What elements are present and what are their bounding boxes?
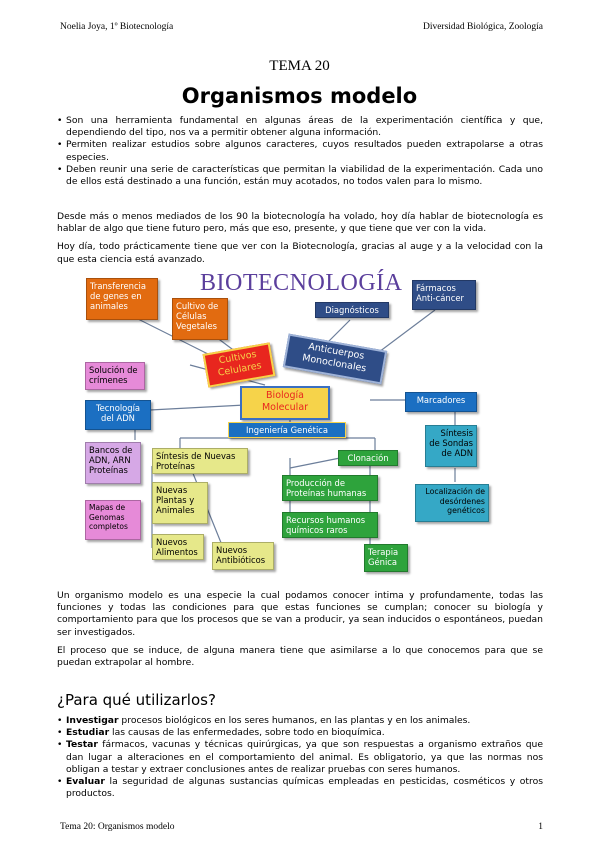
footer-title: Tema 20: Organismos modelo [60,822,175,832]
definition-section [57,590,543,669]
list-item [57,715,543,727]
biotech-section [57,211,543,266]
node-cultivos-celulares: Cultivos Celulares [203,342,276,387]
paragraph: El proceso que se induce, de alguna manera tiene que asimilarse a lo que conocemos para que se puedan extrapolar al hombre. [57,644,543,669]
use-verb: Investigar [66,715,119,726]
list-item [57,776,543,800]
use-verb: Evaluar [66,776,105,788]
node-solucion: Solución de crímenes [85,362,145,390]
list-item: • Permiten realizar estudios sobre algunos caracteres, cuyos resultados pueden extrapolarse a otras especies. [57,139,543,163]
paragraph: Un organismo modelo es una especie la cual podamos conocer intima y profundamente, todas las funciones y todas las condiciones para que estas funciones se cumplan; conocer su biología y comportamiento para que los procesos que se van a producir, ya sean inducidos o espontáneos, puedan ser investigados. [57,590,543,638]
node-diagnosticos: Diagnósticos [315,302,389,318]
node-marcadores: Marcadores [405,392,477,412]
use-verb: Estudiar [66,727,110,739]
list-item: • Son una herramienta fundamental en algunas áreas de la experimentación científica y que, dependiendo del tipo, nos va a permitir obtener alguna información. [57,115,543,139]
header-author: Noelia Joya, 1º Biotecnología [60,22,174,32]
page-title: Organismos modelo [181,84,418,108]
uses-bullet-list [57,715,543,800]
intro-section [57,115,543,188]
node-mapas: Mapas de Genomas completos [85,500,141,540]
node-produccion: Producción de Proteínas humanas [282,475,378,501]
node-farmacos: Fármacos Anti-cáncer [412,280,476,310]
node-anticuerpos: Anticuerpos Monoclonales [283,334,387,385]
node-sintesis-proteinas: Síntesis de Nuevas Proteínas [152,448,248,474]
node-clonacion: Clonación [338,450,398,466]
intro-bullet-list [57,115,543,188]
topic-number: TEMA 20 [269,58,330,74]
node-ingenieria: Ingeniería Genética [228,422,346,438]
list-item: • Deben reunir una serie de características que permitan la viabilidad de la experimentación. Cada uno de ellos está destinado a una función, están muy acotados, no todos valen para lo mismo. [57,164,543,188]
use-text: las causas de las enfermedades, sobre todo en bioquímica. [109,727,385,739]
diagram-title: BIOTECNOLOGÍA [200,270,403,296]
node-transferencia: Transferencia de genes en animales [86,278,158,320]
uses-section [57,715,543,800]
paragraph: Hoy día, todo prácticamente tiene que ver con la Biotecnología, gracias al auge y a la velocidad con la que esta ciencia está avanzado. [57,241,543,265]
node-recursos: Recursos humanos químicos raros [282,512,378,538]
use-text: fármacos, vacunas y técnicas quirúrgicas, ya que son respuestas a organismo extraños que dan lugar a alteraciones en el comportamiento del animal. Es obligatorio, ya que las normas nos obligan a testar y extraer conclusiones antes de realizar pruebas con seres humanos. [66,739,543,775]
use-text: la seguridad de algunas sustancias químicas empleadas en pesticidas, cosméticos y otros productos. [66,776,543,800]
node-cultivo-celulas: Cultivo de Células Vegetales [172,298,228,340]
biotech-diagram [80,270,510,580]
node-sintesis-sondas: Síntesis de Sondas de ADN [425,425,477,467]
header-course: Diversidad Biológica, Zoología [422,22,543,32]
section-heading: ¿Para qué utilizarlos? [57,691,216,709]
node-nuevos-alimentos: Nuevos Alimentos [152,534,204,560]
list-item [57,739,543,776]
list-item [57,727,543,739]
node-bancos: Bancos de ADN, ARN Proteínas [85,442,141,484]
node-biologia-molecular: Biología Molecular [240,386,330,420]
paragraph: Desde más o menos mediados de los 90 la biotecnología ha volado, hoy día hablar de biotecnología es hablar de algo que tiene futuro pero, más que eso, presente, y que tiene que ver con la vida. [57,211,543,235]
use-text: procesos biológicos en los seres humanos, en las plantas y en los animales. [118,715,471,726]
node-localizacion: Localización de desórdenes genéticos [415,484,489,522]
page-number: 1 [538,822,543,832]
node-tecnologia-adn: Tecnología del ADN [85,400,151,430]
use-verb: Testar [66,739,98,751]
node-terapia: Terapia Génica [364,544,408,572]
node-nuevas-plantas: Nuevas Plantas y Animales [152,482,208,524]
node-nuevos-antibioticos: Nuevos Antibióticos [212,542,274,570]
